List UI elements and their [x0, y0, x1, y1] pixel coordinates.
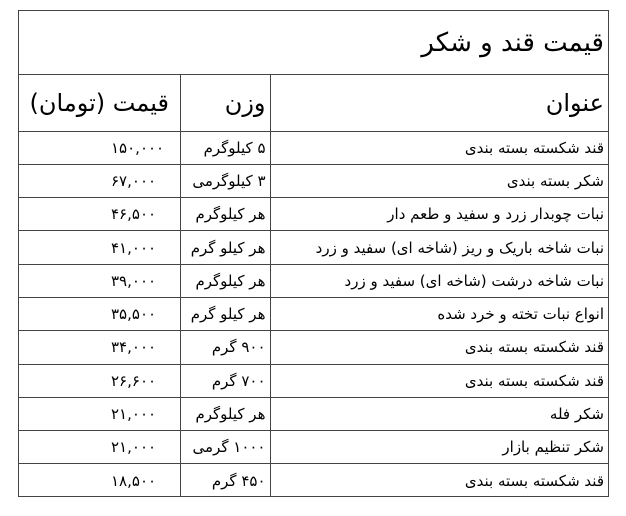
weight-cell: هر کیلوگرم [180, 198, 270, 231]
table-row [19, 331, 608, 364]
weight-cell: ۷۰۰ گرم [180, 364, 270, 397]
item-cell: نبات شاخه باریک و ریز (شاخه ای) سفید و زرد [270, 231, 608, 264]
weight-cell: هر کیلوگرم [180, 264, 270, 297]
table-row [19, 131, 608, 164]
header-item: عنوان [545, 88, 604, 117]
item-cell: قند شکسته بسته بندی [270, 131, 608, 164]
price-cell: ۴۱,۰۰۰ [19, 231, 180, 264]
weight-cell: هر کیلو گرم [180, 231, 270, 264]
price-cell: ۱۸,۵۰۰ [19, 464, 180, 497]
weight-cell: ۹۰۰ گرم [180, 331, 270, 364]
item-cell: شکر فله [270, 397, 608, 430]
weight-cell: ۳ کیلوگرمی [180, 164, 270, 197]
price-cell: ۲۱,۰۰۰ [19, 431, 180, 464]
table-row [19, 264, 608, 297]
price-cell: ۲۶,۶۰۰ [19, 364, 180, 397]
table-row [19, 431, 608, 464]
item-cell: شکر تنظیم بازار [270, 431, 608, 464]
table-row [19, 364, 608, 397]
price-cell: ۱۵۰,۰۰۰ [19, 131, 180, 164]
weight-cell: ۱۰۰۰ گرمی [180, 431, 270, 464]
item-cell: قند شکسته بسته بندی [270, 464, 608, 497]
weight-cell: هر کیلو گرم [180, 297, 270, 330]
weight-cell: ۵ کیلوگرم [180, 131, 270, 164]
table-row [19, 164, 608, 197]
table-row [19, 231, 608, 264]
table-row [19, 397, 608, 430]
item-cell: نبات چوبدار زرد و سفید و طعم دار [270, 198, 608, 231]
item-cell: قند شکسته بسته بندی [270, 364, 608, 397]
price-cell: ۳۴,۰۰۰ [19, 331, 180, 364]
weight-cell: ۴۵۰ گرم [180, 464, 270, 497]
table-row [19, 297, 608, 330]
header-row [19, 75, 608, 131]
item-cell: شکر بسته بندی [270, 164, 608, 197]
table-row [19, 198, 608, 231]
item-cell: نبات شاخه درشت (شاخه ای) سفید و زرد [270, 264, 608, 297]
weight-cell: هر کیلوگرم [180, 397, 270, 430]
price-cell: ۶۷,۰۰۰ [19, 164, 180, 197]
price-table-container [18, 10, 609, 497]
table-row [19, 464, 608, 497]
item-cell: قند شکسته بسته بندی [270, 331, 608, 364]
price-table [19, 75, 608, 497]
price-cell: ۲۱,۰۰۰ [19, 397, 180, 430]
header-weight: وزن [180, 75, 270, 131]
header-price: قیمت (تومان) [29, 88, 169, 117]
table-title: قیمت قند و شکر [19, 11, 608, 75]
price-cell: ۴۶,۵۰۰ [19, 198, 180, 231]
price-cell: ۳۹,۰۰۰ [19, 264, 180, 297]
price-cell: ۳۵,۵۰۰ [19, 297, 180, 330]
item-cell: انواع نبات تخته و خرد شده [270, 297, 608, 330]
